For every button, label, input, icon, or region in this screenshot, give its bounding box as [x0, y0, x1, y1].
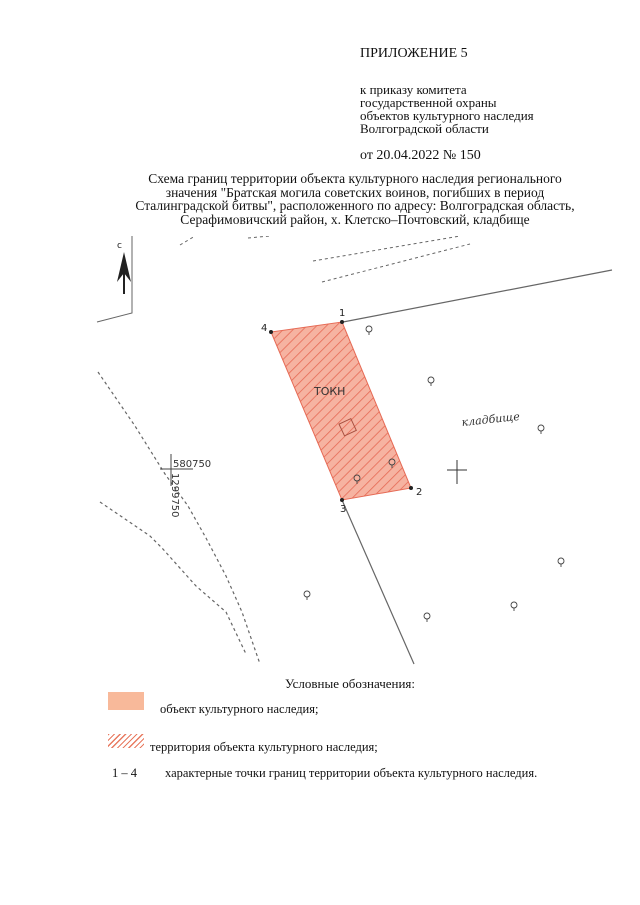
north-label: с: [117, 241, 122, 251]
boundary-point: [269, 330, 273, 334]
legend-symbol-points: 1 – 4: [112, 766, 137, 780]
tree-icon: [424, 613, 430, 622]
point-label: 1: [339, 308, 346, 319]
boundary-point: [340, 320, 344, 324]
boundary-map: [0, 236, 640, 666]
legend-swatch-object: [108, 692, 144, 710]
tree-icon: [304, 591, 310, 600]
legend-text-territory: территория объекта культурного наследия;: [150, 740, 378, 754]
cross-icon: [447, 460, 467, 484]
point-label: 2: [416, 487, 423, 498]
cemetery-label: кладбище: [460, 409, 521, 429]
tree-icon: [558, 558, 564, 567]
legend-text-object: объект культурного наследия;: [160, 702, 319, 716]
appendix-title: ПРИЛОЖЕНИЕ 5: [360, 46, 468, 61]
coordinate-cross: [160, 454, 211, 518]
legend-text-points: характерные точки границ территории объекта культурного наследия.: [165, 766, 538, 780]
north-arrow: [117, 241, 131, 294]
coord-y-label: 1299750: [169, 473, 180, 518]
tree-icon: [538, 425, 544, 434]
order-line: Волгоградской области: [360, 121, 489, 136]
object-label: ТОКН: [314, 385, 346, 398]
tree-icon: [428, 377, 434, 386]
scheme-title-line: значения "Братская могила советских воинов, погибших в период: [165, 184, 545, 200]
order-reference: [360, 83, 534, 135]
tree-icon: [366, 326, 372, 335]
heritage-territory: [271, 322, 411, 500]
order-line: объектов культурного наследия: [360, 108, 534, 123]
legend-swatch-territory: [108, 734, 144, 748]
order-line: государственной охраны: [360, 95, 497, 110]
scheme-title-line: Серафимовичский район, х. Клетско–Почтовский, кладбище: [180, 211, 530, 227]
coord-x-label: 580750: [173, 459, 212, 470]
scheme-title-line: Сталинградской битвы", расположенного по адресу: Волгоградская область,: [135, 198, 575, 213]
point-label: 4: [261, 323, 268, 334]
scheme-title: [95, 172, 615, 226]
legend-heading: Условные обозначения:: [284, 676, 416, 691]
boundary-point: [409, 486, 413, 490]
order-date: от 20.04.2022 № 150: [360, 148, 481, 163]
tree-icon: [511, 602, 517, 611]
order-line: к приказу комитета: [360, 82, 467, 97]
point-label: 3: [340, 504, 347, 515]
boundary-point: [340, 498, 344, 502]
scheme-title-line: Схема границ территории объекта культурного наследия регионального: [148, 171, 562, 186]
